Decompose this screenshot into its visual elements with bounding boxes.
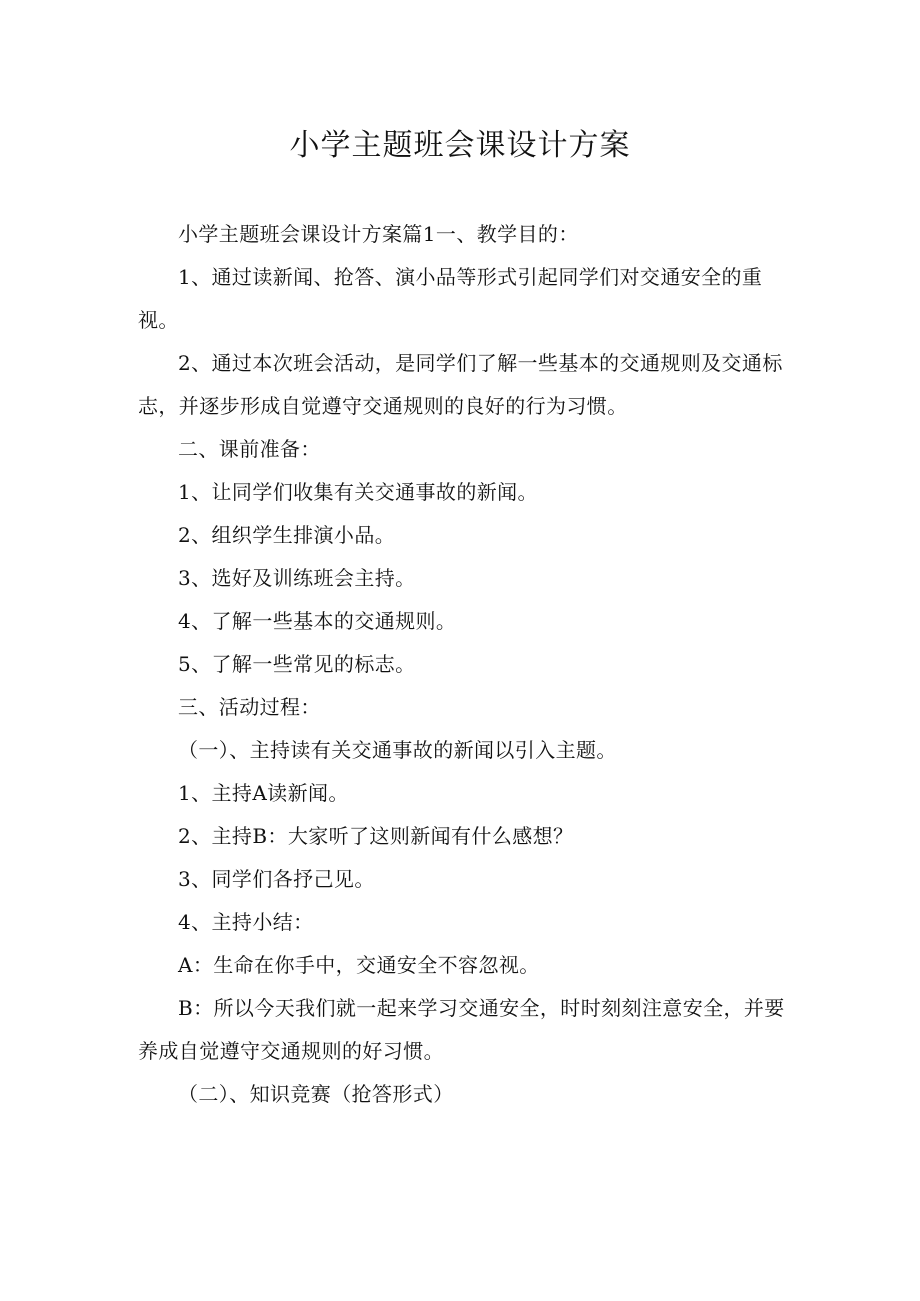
- document-title: 小学主题班会课设计方案: [289, 128, 631, 163]
- paragraph: 3、同学们各抒己见。: [178, 867, 375, 891]
- paragraph: 三、活动过程：: [178, 695, 321, 719]
- paragraph: A：生命在你手中，交通安全不容忽视。: [178, 953, 540, 977]
- paragraph: 3、选好及训练班会主持。: [178, 566, 416, 590]
- paragraph: 4、主持小结：: [178, 910, 314, 934]
- paragraph: 1、让同学们收集有关交通事故的新闻。: [178, 480, 538, 504]
- paragraph: （二）、知识竞赛（抢答形式）: [178, 1082, 454, 1106]
- paragraph: 5、了解一些常见的标志。: [178, 652, 416, 676]
- paragraph: 2、主持B：大家听了这则新闻有什么感想？: [178, 824, 574, 848]
- paragraph: 二、课前准备：: [178, 437, 321, 461]
- paragraph: 1、主持A读新闻。: [178, 781, 349, 805]
- paragraph: 1、通过读新闻、抢答、演小品等形式引起同学们对交通安全的重视。: [138, 265, 763, 332]
- paragraph: 2、通过本次班会活动，是同学们了解一些基本的交通规则及交通标志，并逐步形成自觉遵守交通规则的良好的行为习惯。: [138, 351, 783, 418]
- paragraph: B：所以今天我们就一起来学习交通安全，时时刻刻注意安全，并要养成自觉遵守交通规则的好习惯。: [138, 996, 785, 1063]
- document-body: [138, 213, 788, 1116]
- paragraph: 小学主题班会课设计方案篇1一、教学目的：: [178, 222, 579, 246]
- paragraph: 2、组织学生排演小品。: [178, 523, 396, 547]
- paragraph: 4、了解一些基本的交通规则。: [178, 609, 457, 633]
- paragraph: （一）、主持读有关交通事故的新闻以引入主题。: [178, 738, 617, 762]
